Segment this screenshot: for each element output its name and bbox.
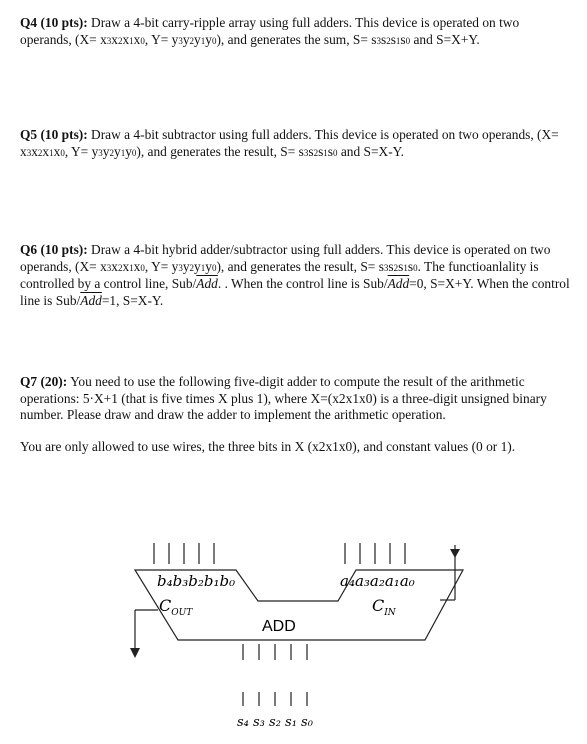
q5-label: Q5 (10 pts): <box>20 127 88 142</box>
question-6: Q6 (10 pts): Draw a 4-bit hybrid adder/subtractor using full adders. This device is operated on two operands, (X= x3x2x1x0, Y= y3y2y1y0), and generates the result, S= s3s2s1s0. The functioanlality is controlled by a control line, Sub/$\overline{Add}$. . When the control line is Sub/$\overline{Add}=0$, S=X+Y. When the control line is Sub/$\overline{Add}=1$, S=X-Y. <box>20 242 570 308</box>
q6-text: Draw a 4-bit hybrid adder/subtractor using full adders. This device is operated on two operands, (X= x <box>20 242 551 274</box>
q5-text: Draw a 4-bit subtractor using full adders. This device is operated on two operands, (X= x <box>20 127 559 159</box>
q7-constraint-note: You are only allowed to use wires, the three bits in X (x2x1x0), and constant values (0 or 1). <box>20 439 516 454</box>
sum-output-labels: s₄ s₃ s₂ s₁ s₀ <box>237 715 313 730</box>
cin-arrow-icon <box>450 549 460 558</box>
adder-label: ADD <box>262 618 296 635</box>
question-4: Q4 (10 pts): Draw a 4-bit carry-ripple array using full adders. This device is operated on two operands, (X= x3x2x1x0, Y= y3y2y1y0), and generates the sum, S= s3s2s1s0 and S=X+Y. <box>20 15 520 47</box>
cout-label: $C_{OUT}$ <box>159 596 193 618</box>
q6-label: Q6 (10 pts): <box>20 242 88 257</box>
question-5: Q5 (10 pts): Draw a 4-bit subtractor using full adders. This device is operated on two operands, (X= x3x2x1x0, Y= y3y2y1y0), and generates the result, S= s3s2s1s0 and S=X-Y. <box>20 127 559 159</box>
a-input-labels: a₄a₃a₂a₁a₀ <box>340 572 415 590</box>
cout-arrow-icon <box>130 648 140 658</box>
q4-label: Q4 (10 pts): <box>20 15 88 30</box>
b-input-labels: b₄b₃b₂b₁b₀ <box>157 572 236 590</box>
q7-text: You need to use the following five-digit adder to compute the result of the arithmetic operations: 5·X+1 (that is five times X plus 1), where X=(x2x1x0) is a three-digit unsigned binary number. Please draw and draw the adder to implement the arithmetic operation. <box>20 374 547 422</box>
q7-label: Q7 (20): <box>20 374 68 389</box>
q4-text: Draw a 4-bit carry-ripple array using full adders. This device is operated on two operands, (X= x <box>20 15 520 47</box>
cin-label: $C_{IN}$ <box>372 596 396 618</box>
